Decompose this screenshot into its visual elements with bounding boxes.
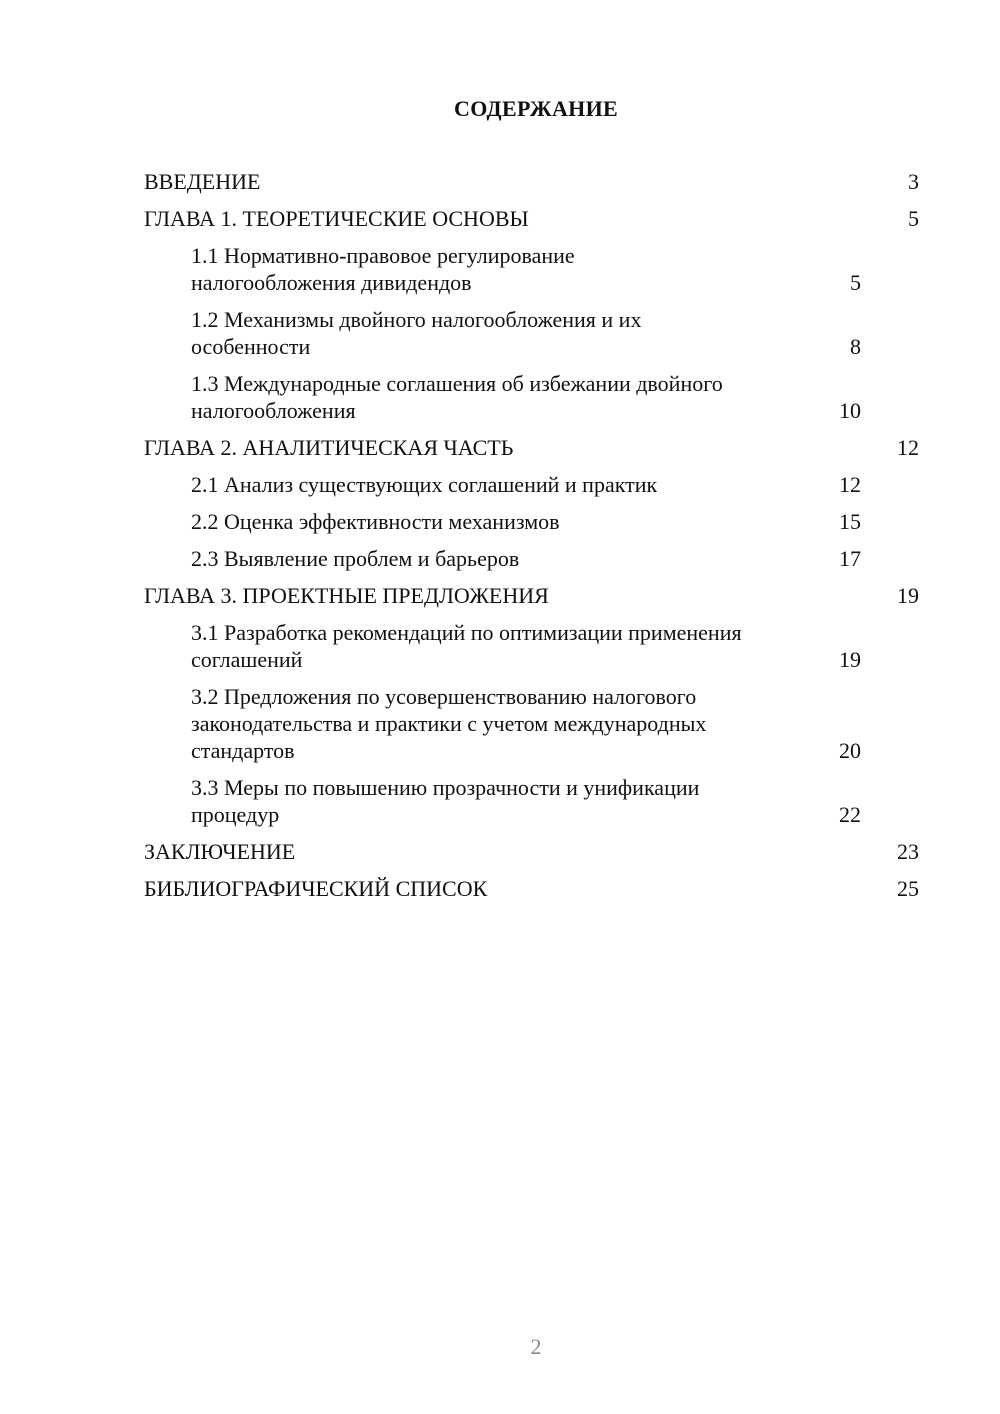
toc-entry-page: 25 (897, 876, 919, 901)
toc-entry-label: 1.3 Международные соглашения об избежании двойного налогообложения (191, 371, 723, 423)
toc-title: СОДЕРЖАНИЕ (454, 96, 618, 121)
toc-entry-page: 17 (839, 546, 861, 571)
toc-entry-label: 1.2 Механизмы двойного налогообложения и их особенности (191, 307, 642, 359)
toc-entry-section-2-1[interactable] (144, 471, 919, 498)
toc-entry-page: 5 (908, 206, 919, 231)
toc-entry-page: 22 (839, 802, 861, 827)
toc-entry-page: 19 (839, 647, 861, 672)
toc-entry-label: ВВЕДЕНИЕ (144, 169, 261, 194)
toc-entry-page: 5 (850, 270, 861, 295)
toc-entry-conclusion[interactable] (144, 838, 919, 865)
toc-entry-label: ГЛАВА 1. ТЕОРЕТИЧЕСКИЕ ОСНОВЫ (144, 206, 529, 231)
toc-entry-chapter-1[interactable] (144, 205, 919, 232)
toc-entry-introduction[interactable] (144, 168, 919, 195)
toc-entry-page: 8 (850, 334, 861, 359)
toc-entry-page: 12 (897, 435, 919, 460)
toc-entry-section-1-3[interactable] (144, 370, 919, 424)
toc-entry-chapter-3[interactable] (144, 582, 919, 609)
toc-entry-label: ГЛАВА 2. АНАЛИТИЧЕСКАЯ ЧАСТЬ (144, 435, 514, 460)
toc-entry-label: ГЛАВА 3. ПРОЕКТНЫЕ ПРЕДЛОЖЕНИЯ (144, 583, 549, 608)
toc-entry-section-2-3[interactable] (144, 545, 919, 572)
toc-entry-section-3-1[interactable] (144, 619, 919, 673)
toc-entry-chapter-2[interactable] (144, 434, 919, 461)
toc-entry-label: 3.3 Меры по повышению прозрачности и унификации процедур (191, 775, 700, 827)
toc-entry-page: 15 (839, 509, 861, 534)
toc-entry-page: 12 (839, 472, 861, 497)
toc-entry-page: 23 (897, 839, 919, 864)
toc-entry-label: 1.1 Нормативно-правовое регулирование налогообложения дивидендов (191, 243, 575, 295)
toc-entry-label: 3.1 Разработка рекомендаций по оптимизации применения соглашений (191, 620, 742, 672)
toc-entry-section-1-1[interactable] (144, 242, 919, 296)
toc-entry-page: 20 (839, 738, 861, 763)
toc-entry-section-1-2[interactable] (144, 306, 919, 360)
toc-entry-label: 3.2 Предложения по усовершенствованию налогового законодательства и практики с учетом международных стандартов (191, 684, 707, 763)
toc-entry-label: ЗАКЛЮЧЕНИЕ (144, 839, 296, 864)
toc-entry-section-2-2[interactable] (144, 508, 919, 535)
table-of-contents (144, 168, 919, 912)
toc-entry-label: 2.2 Оценка эффективности механизмов (191, 509, 560, 534)
toc-entry-section-3-2[interactable] (144, 683, 919, 764)
toc-entry-page: 3 (908, 169, 919, 194)
page-number: 2 (530, 1334, 542, 1359)
toc-entry-page: 10 (839, 398, 861, 423)
toc-entry-label: БИБЛИОГРАФИЧЕСКИЙ СПИСОК (144, 876, 488, 901)
toc-entry-section-3-3[interactable] (144, 774, 919, 828)
toc-entry-label: 2.3 Выявление проблем и барьеров (191, 546, 520, 571)
toc-entry-label: 2.1 Анализ существующих соглашений и практик (191, 472, 658, 497)
toc-entry-page: 19 (897, 583, 919, 608)
toc-entry-bibliography[interactable] (144, 875, 919, 902)
